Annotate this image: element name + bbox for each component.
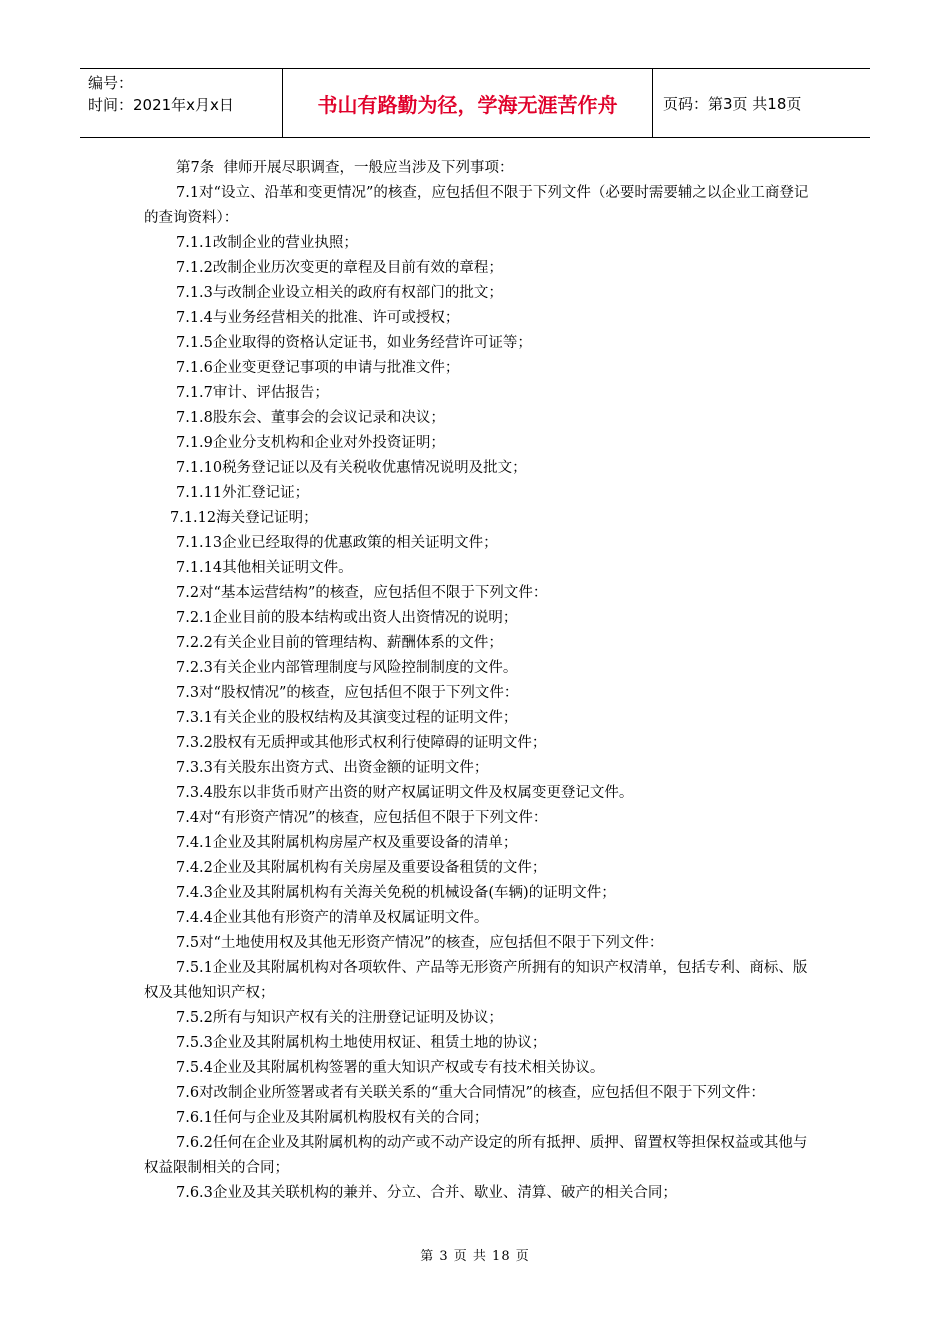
paragraph: 7.5.3企业及其附属机构土地使用权证、租赁土地的协议； — [176, 1035, 547, 1051]
paragraph: 7.1.2改制企业历次变更的章程及目前有效的章程； — [176, 260, 503, 276]
paragraph: 7.1.13企业已经取得的优惠政策的相关证明文件； — [176, 535, 498, 551]
paragraph: 7.1.3与改制企业设立相关的政府有权部门的批文； — [176, 285, 503, 301]
header-page-info: 页码：第3页 共18页 — [663, 94, 802, 113]
paragraph: 7.3.4股东以非货币财产出资的财产权属证明文件及权属变更登记文件。 — [176, 785, 634, 801]
paragraph: 7.6.1任何与企业及其附属机构股权有关的合同； — [176, 1110, 489, 1126]
paragraph: 7.1.6企业变更登记事项的申请与批准文件； — [176, 360, 460, 376]
paragraph: 7.3对“股权情况”的核查，应包括但不限于下列文件： — [176, 685, 519, 701]
paragraph: 7.2对“基本运营结构”的核查，应包括但不限于下列文件： — [176, 585, 548, 601]
paragraph: 7.1.5企业取得的资格认定证书，如业务经营许可证等； — [176, 335, 532, 351]
paragraph: 7.4.2企业及其附属机构有关房屋及重要设备租赁的文件； — [176, 860, 547, 876]
paragraph: 7.1.10税务登记证以及有关税收优惠情况说明及批文； — [176, 460, 527, 476]
paragraph: 7.4对“有形资产情况”的核查，应包括但不限于下列文件： — [176, 810, 548, 826]
paragraph: 7.4.4企业其他有形资产的清单及权属证明文件。 — [176, 910, 489, 926]
document-time: 时间：2021年x月x日 — [88, 96, 234, 114]
paragraph: 7.2.1企业目前的股本结构或出资人出资情况的说明； — [176, 610, 518, 626]
paragraph: 7.1.9企业分支机构和企业对外投资证明； — [176, 435, 445, 451]
paragraph: 7.1.14其他相关证明文件。 — [176, 560, 353, 576]
paragraph: 7.6.3企业及其关联机构的兼并、分立、合并、歇业、清算、破产的相关合同； — [176, 1185, 677, 1201]
paragraph: 7.1对“设立、沿革和变更情况”的核查，应包括但不限于下列文件（必要时需要辅之以企业工商登记的查询资料）： — [144, 185, 809, 226]
paragraph: 7.2.3有关企业内部管理制度与风险控制制度的文件。 — [176, 660, 518, 676]
paragraph: 7.1.7审计、评估报告； — [176, 385, 329, 401]
paragraph: 7.1.1改制企业的营业执照； — [176, 235, 358, 251]
paragraph: 7.1.11外汇登记证； — [176, 485, 310, 501]
document-body — [144, 156, 814, 1206]
paragraph: 7.5.2所有与知识产权有关的注册登记证明及协议； — [176, 1010, 503, 1026]
page-header — [80, 68, 870, 138]
paragraph: 第7条 律师开展尽职调查，一般应当涉及下列事项： — [176, 160, 514, 176]
paragraph: 7.5对“土地使用权及其他无形资产情况”的核查，应包括但不限于下列文件： — [176, 935, 664, 951]
paragraph: 7.5.4企业及其附属机构签署的重大知识产权或专有技术相关协议。 — [176, 1060, 605, 1076]
paragraph: 7.3.1有关企业的股权结构及其演变过程的证明文件； — [176, 710, 518, 726]
document-number: 编号： — [88, 74, 134, 92]
paragraph: 7.1.8股东会、董事会的会议记录和决议； — [176, 410, 445, 426]
paragraph: 7.5.1企业及其附属机构对各项软件、产品等无形资产所拥有的知识产权清单，包括专利、商标、版权及其他知识产权； — [144, 960, 808, 1001]
paragraph: 7.4.1企业及其附属机构房屋产权及重要设备的清单； — [176, 835, 518, 851]
paragraph: 7.2.2有关企业目前的管理结构、薪酬体系的文件； — [176, 635, 503, 651]
header-motto: 书山有路勤为径，学海无涯苦作舟 — [283, 69, 653, 137]
paragraph: 7.6对改制企业所签署或者有关联关系的“重大合同情况”的核查，应包括但不限于下列文件： — [176, 1085, 765, 1101]
paragraph: 7.3.2股权有无质押或其他形式权利行使障碍的证明文件； — [176, 735, 547, 751]
paragraph: 7.3.3有关股东出资方式、出资金额的证明文件； — [176, 760, 489, 776]
paragraph: 7.6.2任何在企业及其附属机构的动产或不动产设定的所有抵押、质押、留置权等担保权益或其他与权益限制相关的合同； — [144, 1135, 808, 1176]
paragraph: 7.1.12海关登记证明； — [170, 510, 318, 526]
page-footer: 第 3 页 共 18 页 — [420, 1249, 530, 1264]
paragraph: 7.4.3企业及其附属机构有关海关免税的机械设备(车辆)的证明文件； — [176, 885, 616, 901]
header-meta — [80, 69, 283, 137]
paragraph: 7.1.4与业务经营相关的批准、许可或授权； — [176, 310, 460, 326]
